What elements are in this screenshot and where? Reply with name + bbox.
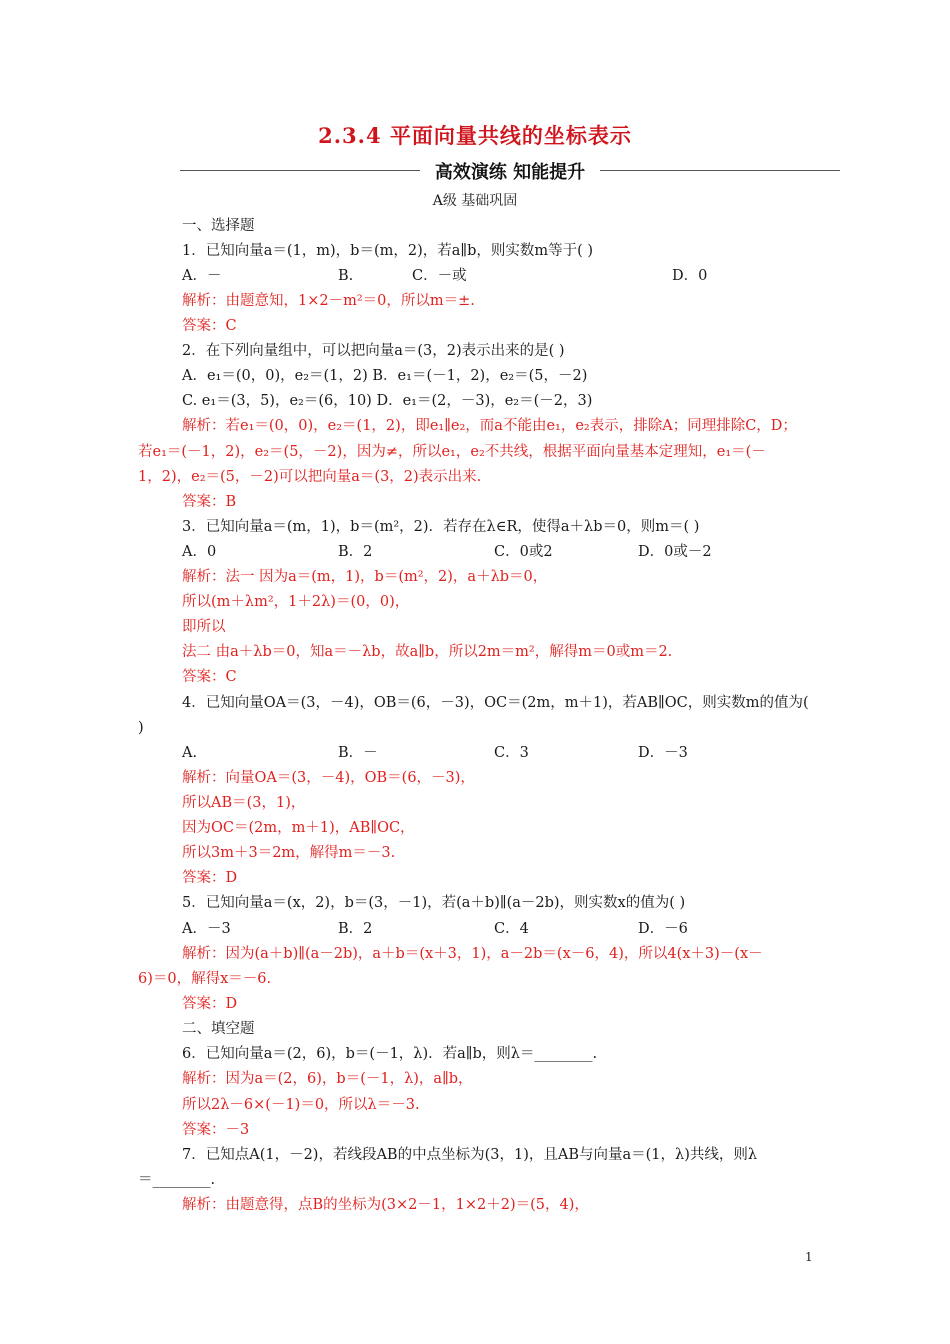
option-c: C．3 xyxy=(494,745,529,761)
question-stem: 4．已知向量OA＝(3，－4)，OB＝(6，－3)，OC＝(2m，m＋1)，若AB∥OC，则实数m的值为( xyxy=(182,695,809,711)
solution-cont: 所以3m＋3＝2m，解得m＝－3. xyxy=(182,845,396,861)
solution: 解析：因为(a＋b)∥(a－2b)，a＋b＝(x＋3，1)，a－2b＝(x－6，4)，所以4(x＋3)－(x－ xyxy=(182,946,763,962)
answer: 答案：－3 xyxy=(182,1122,250,1138)
banner-text: 高效演练 知能提升 xyxy=(434,162,586,183)
banner-rule-right xyxy=(600,170,840,171)
solution-cont: 所以2λ－6×(－1)＝0，所以λ＝－3. xyxy=(182,1097,420,1113)
solution: 解析：由题意知，1×2－m²＝0，所以m＝±. xyxy=(182,293,475,309)
question-stem: 7．已知点A(1，－2)，若线段AB的中点坐标为(3，1)，且AB与向量a＝(1，λ)共线，则λ xyxy=(182,1147,758,1163)
option-a: A. xyxy=(182,745,198,761)
option-b: B．－ xyxy=(338,745,378,761)
question-stem: 3．已知向量a＝(m，1)，b＝(m²，2)．若存在λ∈R，使得a＋λb＝0，则m＝( ) xyxy=(182,519,700,535)
options-cd: C. e₁＝(3，5)，e₂＝(6，10) D．e₁＝(2，－3)，e₂＝(－2，3) xyxy=(182,393,593,409)
solution: 解析：法一 因为a＝(m，1)，b＝(m²，2)，a＋λb＝0， xyxy=(182,569,548,585)
option-d: D．0或－2 xyxy=(638,544,712,560)
solution: 解析：若e₁＝(0，0)，e₂＝(1，2)，即e₁∥e₂，而a不能由e₁，e₂表示，排除A；同理排除C，D； xyxy=(182,418,797,434)
question-stem: 6．已知向量a＝(2，6)，b＝(－1，λ)．若a∥b，则λ＝________. xyxy=(182,1046,598,1062)
option-c: C．0或2 xyxy=(494,544,553,560)
question-stem: 2．在下列向量组中，可以把向量a＝(3，2)表示出来的是( ) xyxy=(182,343,565,359)
option-a: A．－ xyxy=(182,268,222,284)
option-b: B．2 xyxy=(338,921,373,937)
option-b: B. xyxy=(338,268,354,284)
options-ab: A．e₁＝(0，0)，e₂＝(1，2) B．e₁＝(－1，2)，e₂＝(5，－2) xyxy=(182,368,588,384)
section-heading: 二、填空题 xyxy=(182,1021,255,1037)
answer: 答案：D xyxy=(182,870,238,886)
option-b: B．2 xyxy=(338,544,373,560)
solution-cont: 所以AB＝(3，1)， xyxy=(182,795,306,811)
solution: 解析：因为a＝(2，6)，b＝(－1，λ)，a∥b， xyxy=(182,1071,473,1087)
option-c: C．4 xyxy=(494,921,529,937)
solution-cont: 即所以 xyxy=(182,619,226,635)
solution-cont: 6)＝0，解得x＝－6. xyxy=(138,971,272,987)
solution-cont: 若e₁＝(－1，2)，e₂＝(5，－2)，因为≠，所以e₁，e₂不共线，根据平面向量基本定理知，e₁＝(－ xyxy=(138,444,766,460)
section-heading: 一、选择题 xyxy=(182,218,255,234)
answer: 答案：B xyxy=(182,494,237,510)
solution-cont: 因为OC＝(2m，m＋1)，AB∥OC， xyxy=(182,820,415,836)
question-stem-cont: ) xyxy=(138,720,144,736)
page-title: 2.3.4 平面向量共线的坐标表示 xyxy=(318,123,632,148)
solution-cont: 法二 由a＋λb＝0，知a＝－λb，故a∥b，所以2m＝m²，解得m＝0或m＝2. xyxy=(182,644,673,660)
option-d: D．0 xyxy=(672,268,708,284)
solution-cont: 所以(m＋λm²，1＋2λ)＝(0，0)， xyxy=(182,594,410,610)
solution: 解析：由题意得，点B的坐标为(3×2－1，1×2＋2)＝(5，4)， xyxy=(182,1197,589,1213)
question-stem: 5．已知向量a＝(x，2)，b＝(3，－1)，若(a＋b)∥(a－2b)，则实数x的值为( ) xyxy=(182,895,686,911)
option-d: D．－6 xyxy=(638,921,688,937)
answer: 答案：C xyxy=(182,318,237,334)
option-a: A．－3 xyxy=(182,921,231,937)
solution: 解析：向量OA＝(3，－4)，OB＝(6，－3)， xyxy=(182,770,475,786)
section-banner xyxy=(180,158,840,184)
option-c: C．－或 xyxy=(412,268,467,284)
solution-cont: 1，2)，e₂＝(5，－2)可以把向量a＝(3，2)表示出来. xyxy=(138,469,482,485)
answer: 答案：C xyxy=(182,669,237,685)
option-a: A．0 xyxy=(182,544,217,560)
level-heading: A级 基础巩固 xyxy=(432,193,518,209)
page-number: 1 xyxy=(805,1250,813,1264)
option-d: D．－3 xyxy=(638,745,688,761)
answer: 答案：D xyxy=(182,996,238,1012)
question-stem: 1．已知向量a＝(1，m)，b＝(m，2)，若a∥b，则实数m等于( ) xyxy=(182,243,594,259)
question-stem-cont: ＝________. xyxy=(138,1172,216,1188)
